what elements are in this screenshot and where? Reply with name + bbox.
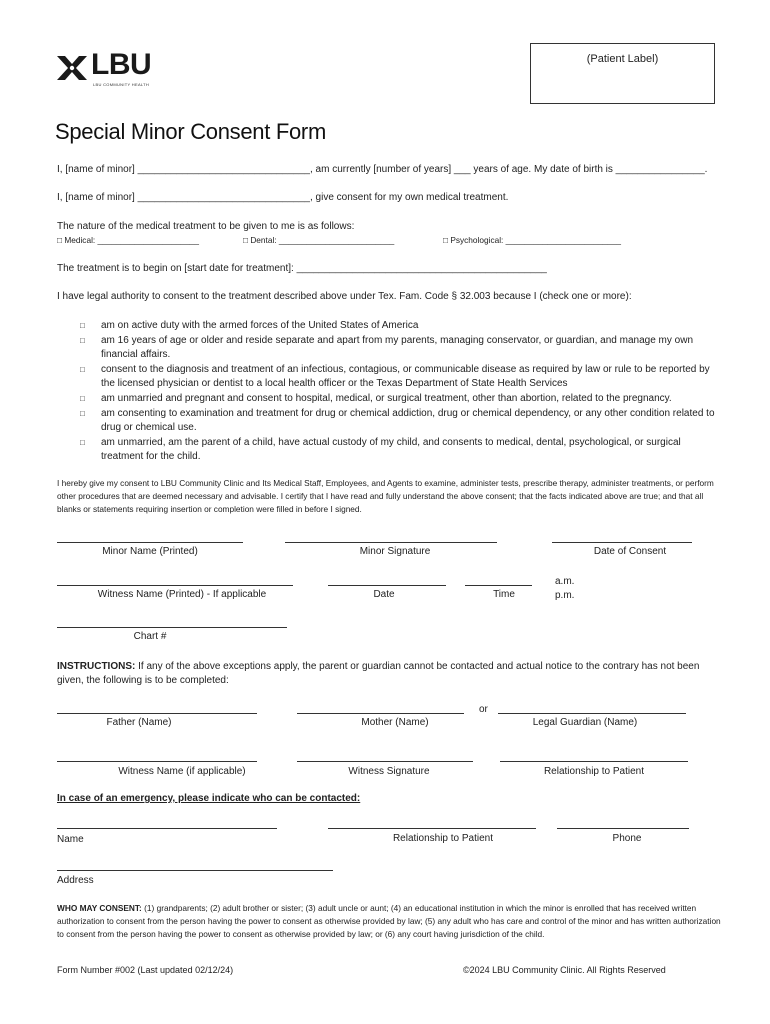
minor-signature-line[interactable]	[285, 542, 497, 543]
condition-text: am 16 years of age or older and reside separate and apart from my parents, managing conservator, or guardian, and manage my own financial affairs.	[101, 335, 694, 360]
form-number: Form Number #002 (Last updated 02/12/24)	[57, 965, 234, 975]
guardian-name-caption: Legal Guardian (Name)	[532, 717, 638, 728]
minor-name-caption: Minor Name (Printed)	[102, 546, 198, 557]
condition-item	[80, 436, 720, 464]
emergency-name-caption: Name	[57, 834, 84, 845]
page-title: Special Minor Consent Form	[55, 119, 326, 144]
am-label[interactable]: a.m.	[555, 576, 575, 587]
logo	[55, 50, 165, 90]
parent-relationship-caption: Relationship to Patient	[543, 766, 645, 777]
minor-signature-caption: Minor Signature	[359, 546, 431, 557]
witness-name-caption: Witness Name (Printed) - If applicable	[97, 589, 267, 600]
logo-text: LBU	[91, 48, 152, 81]
psychological-field[interactable]: □ Psychological: _________________________	[443, 235, 622, 245]
checkbox[interactable]: □	[80, 321, 85, 330]
mother-name-line[interactable]	[297, 713, 464, 714]
date-of-consent-caption: Date of Consent	[593, 546, 667, 557]
emergency-name-line[interactable]	[57, 828, 277, 829]
parent-relationship-line[interactable]	[500, 761, 688, 762]
parent-witness-signature-caption: Witness Signature	[348, 766, 430, 777]
father-name-caption: Father (Name)	[106, 717, 172, 728]
patient-label-box	[530, 43, 715, 104]
condition-text: am unmarried and pregnant and consent to hospital, medical, or surgical treatment, other than abortion, related to the pregnancy.	[101, 393, 672, 404]
parent-witness-signature-line[interactable]	[297, 761, 473, 762]
who-may-consent-label: WHO MAY CONSENT:	[57, 903, 142, 913]
parent-witness-name-caption: Witness Name (if applicable)	[118, 766, 246, 777]
condition-item	[80, 319, 720, 333]
minor-name-line[interactable]	[57, 542, 243, 543]
parent-witness-name-line[interactable]	[57, 761, 257, 762]
emergency-address-line[interactable]	[57, 870, 333, 871]
emergency-phone-line[interactable]	[557, 828, 689, 829]
checkbox[interactable]: □	[80, 394, 85, 403]
guardian-name-line[interactable]	[498, 713, 686, 714]
chart-number-line[interactable]	[57, 627, 287, 628]
checkbox[interactable]: □	[80, 336, 85, 345]
checkbox[interactable]: □	[80, 409, 85, 418]
minor-consent-line: I, [name of minor] _______________________________, give consent for my own medical treatment.	[57, 192, 509, 203]
condition-text: am on active duty with the armed forces of the United States of America	[101, 320, 419, 331]
witness-date-line[interactable]	[328, 585, 446, 586]
who-may-consent	[57, 902, 721, 941]
mother-name-caption: Mother (Name)	[361, 717, 429, 728]
treatment-nature-line: The nature of the medical treatment to be given to me is as follows:	[57, 221, 355, 232]
emergency-phone-caption: Phone	[612, 833, 642, 844]
condition-item	[80, 392, 720, 406]
patient-label-text: (Patient Label)	[586, 53, 659, 65]
chart-number-caption: Chart #	[133, 631, 167, 642]
emergency-heading	[57, 792, 360, 806]
medical-field[interactable]: □ Medical: ______________________	[57, 235, 200, 245]
witness-time-line[interactable]	[465, 585, 532, 586]
consent-paragraph: I hereby give my consent to LBU Community Clinic and Its Medical Staff, Employees, and Agents to examine, administer tests, prescribe therapy, administer treatments, or perform other procedures that are deemed necessary and advisable. I certify that I have read and fully understand the above consent; that the facts indicated above are true; and that all blanks or statements requiring insertion or completion were filled in before I signed.	[57, 478, 714, 514]
minor-age-line: I, [name of minor] _______________________________, am currently [number of years] ___ years of age. My date of birth is ________________.	[57, 164, 708, 175]
witness-name-line[interactable]	[57, 585, 293, 586]
date-of-consent-line[interactable]	[552, 542, 692, 543]
checkbox[interactable]: □	[80, 365, 85, 374]
who-may-consent-text: (1) grandparents; (2) adult brother or sister; (3) adult uncle or aunt; (4) an educational institution in which the minor is enrolled that has received written authorization to consent from the person having the power to consent as otherwise provided by law; (5) any adult who has care and control of the minor and has written authorization to consent from the person having the power to consent as otherwise provided by law; or (6) any court having jurisdiction of the child.	[57, 903, 721, 939]
condition-text: am consenting to examination and treatment for drug or chemical addiction, drug or chemical dependency, or any other condition related to drug or chemical use.	[101, 408, 715, 433]
start-date-line: The treatment is to begin on [start date for treatment]: _____________________________________________	[57, 263, 547, 274]
instructions-body: If any of the above exceptions apply, the parent or guardian cannot be contacted and actual notice to the contrary has not been given, the following is to be completed:	[57, 661, 700, 686]
witness-date-caption: Date	[373, 589, 395, 600]
emergency-relationship-caption: Relationship to Patient	[392, 833, 494, 844]
emergency-relationship-line[interactable]	[328, 828, 536, 829]
condition-item	[80, 407, 720, 435]
instructions-label: INSTRUCTIONS:	[57, 661, 136, 672]
emergency-heading-text: In case of an emergency, please indicate who can be contacted:	[57, 793, 361, 804]
witness-time-caption: Time	[493, 589, 515, 600]
condition-item	[80, 363, 720, 391]
or-label: or	[479, 704, 488, 715]
legal-authority-line: I have legal authority to consent to the treatment described above under Tex. Fam. Code § 32.003 because I (check one or more):	[57, 291, 632, 302]
condition-item	[80, 334, 720, 362]
logo-subtext: LBU COMMUNITY HEALTH	[93, 82, 150, 87]
checkbox[interactable]: □	[80, 438, 85, 447]
condition-text: consent to the diagnosis and treatment of an infectious, contagious, or communicable disease as required by law or rule to be reported by the licensed physician or dentist to a local health officer or the Texas Department of State Health Services	[101, 364, 710, 389]
instructions-text	[57, 660, 725, 688]
pm-label[interactable]: p.m.	[555, 590, 575, 601]
dental-field[interactable]: □ Dental: _________________________	[243, 235, 395, 245]
condition-text: am unmarried, am the parent of a child, have actual custody of my child, and consents to medical, dental, psychological, or surgical treatment for the child.	[101, 437, 681, 462]
logo-mark-icon	[55, 52, 89, 84]
father-name-line[interactable]	[57, 713, 257, 714]
conditions-list	[80, 319, 720, 464]
copyright: ©2024 LBU Community Clinic. All Rights Reserved	[463, 965, 666, 975]
emergency-address-caption: Address	[57, 875, 94, 886]
